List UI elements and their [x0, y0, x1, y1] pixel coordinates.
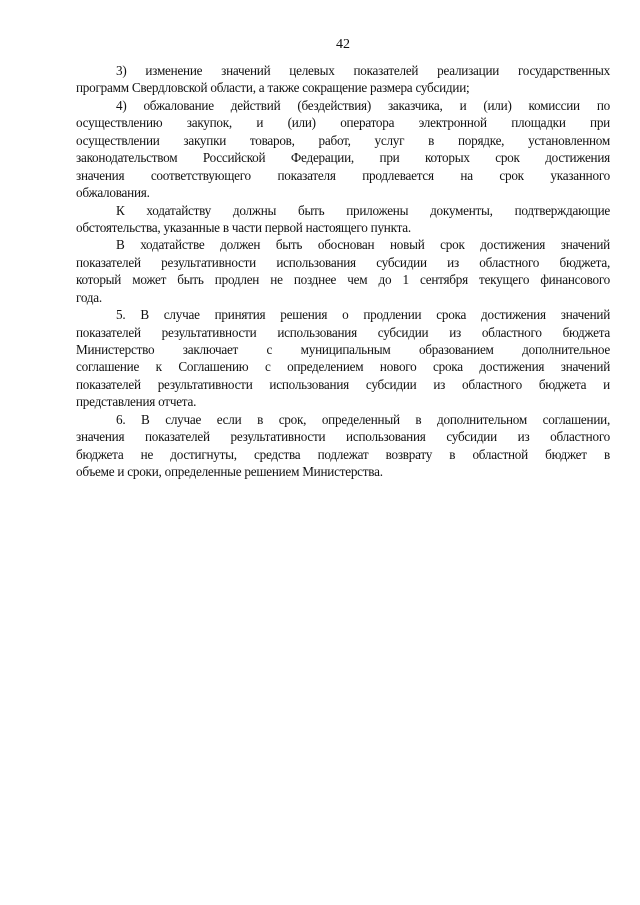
text-line: бюджета не достигнуты, средства подлежат возврату в областной бюджет в — [76, 446, 610, 462]
text-line: 3) изменение значений целевых показателей реализации государственных — [116, 63, 610, 78]
text-line: года. — [76, 289, 102, 305]
paragraph — [76, 62, 610, 97]
paragraph — [76, 306, 610, 411]
text-line: Министерство заключает с муниципальным образованием дополнительное — [76, 342, 610, 357]
text-line: показателей результативности использования субсидии из областного бюджета и — [76, 376, 610, 392]
text-line: 4) обжалование действий (бездействия) заказчика, и (или) комиссии по — [116, 97, 610, 113]
text-line: представления отчета. — [76, 394, 197, 410]
text-line: показателей результативности использования субсидии из областного бюджета — [76, 324, 610, 340]
text-line: осуществлению закупок, и (или) оператора электронной площадки при — [76, 115, 610, 131]
paragraph — [76, 236, 610, 306]
text-line: обжалования. — [76, 185, 150, 201]
paragraph — [76, 97, 610, 202]
text-line: 5. В случае принятия решения о продлении срока достижения значений — [116, 307, 610, 323]
text-line: К ходатайству должны быть приложены документы, подтверждающие — [116, 202, 610, 218]
text-line: соглашение к Соглашению с определением нового срока достижения значений — [76, 359, 610, 375]
text-line: законодательством Российской Федерации, при которых срок достижения — [76, 150, 610, 166]
page-number: 42 — [336, 37, 350, 52]
paragraph — [76, 202, 610, 237]
text-line: обстоятельства, указанные в части первой настоящего пункта. — [76, 219, 411, 235]
text-line: показателей результативности использования субсидии из областного бюджета, — [76, 254, 610, 270]
text-line: В ходатайстве должен быть обоснован новый срок достижения значений — [116, 237, 610, 253]
text-line: значения соответствующего показателя продлевается на срок указанного — [76, 167, 610, 183]
text-line: 6. В случае если в срок, определенный в дополнительном соглашении, — [116, 411, 610, 427]
text-line: объеме и сроки, определенные решением Министерства. — [76, 464, 383, 480]
text-line: программ Свердловской области, а также сокращение размера субсидии; — [76, 80, 470, 96]
paragraph — [76, 411, 610, 481]
text-line: осуществлении закупки товаров, работ, услуг в порядке, установленном — [76, 132, 610, 148]
text-line: который может быть продлен не позднее чем до 1 сентября текущего финансового — [76, 272, 610, 288]
document-body — [76, 62, 610, 481]
text-line: значения показателей результативности использования субсидии из областного — [76, 429, 610, 445]
